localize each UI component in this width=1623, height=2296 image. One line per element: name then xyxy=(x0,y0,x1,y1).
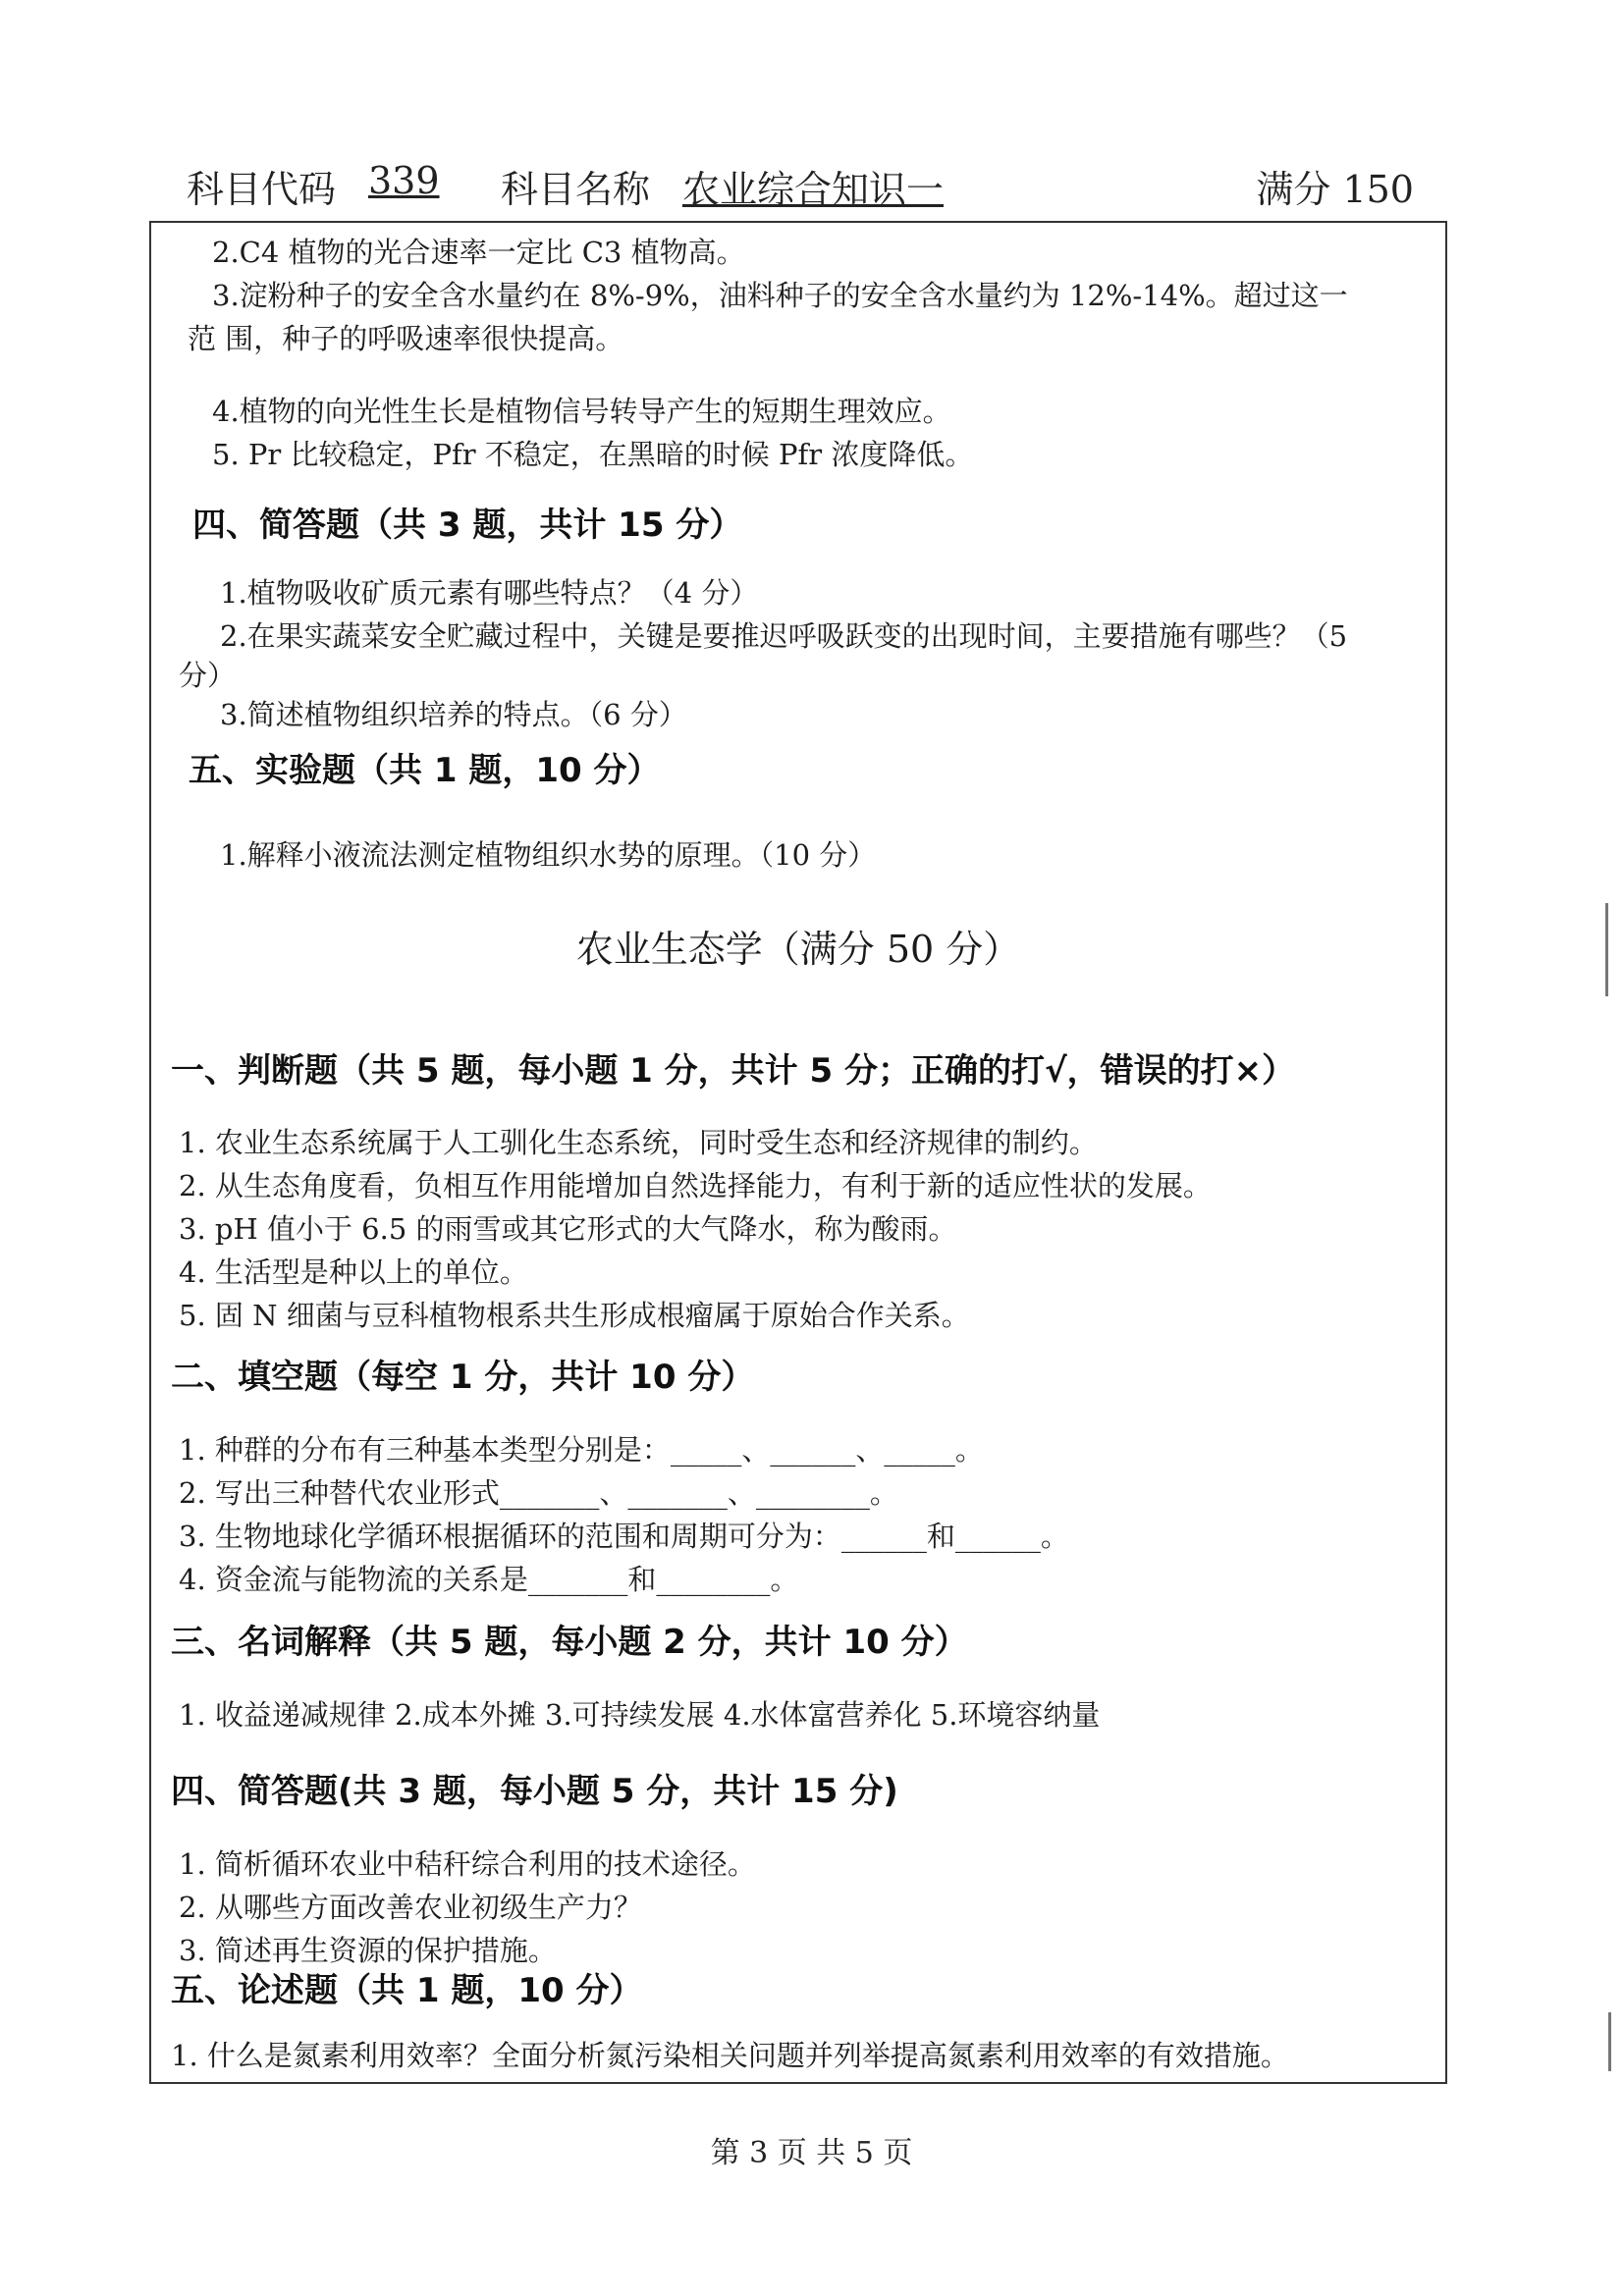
list-item: 2. 从哪些方面改善农业初级生产力？ xyxy=(179,1891,642,1924)
list-item: 1.解释小液流法测定植物组织水势的原理。（10 分） xyxy=(220,838,877,872)
subject-code-label: 科目代码 xyxy=(187,168,337,211)
list-item: 1. 简析循环农业中秸秆综合利用的技术途径。 xyxy=(179,1847,756,1881)
list-item: 3.淀粉种子的安全含水量约在 8%-9%，油料种子的安全含水量约为 12%-14%。超过这一 xyxy=(212,279,1348,312)
list-item: 范 围，种子的呼吸速率很快提高。 xyxy=(188,322,624,355)
list-item: 2.在果实蔬菜安全贮藏过程中，关键是要推迟呼吸跃变的出现时间，主要措施有哪些？（5 xyxy=(220,619,1348,653)
part2-judge-list xyxy=(179,1121,1473,1337)
part2-judge xyxy=(171,1045,1465,1096)
part2-title-wrap xyxy=(151,922,1445,977)
part1-short-list xyxy=(179,571,1514,736)
part2-term-list xyxy=(179,1693,1473,1736)
subject-name-value: 农业综合知识一 xyxy=(682,168,945,211)
list-item: 1. 种群的分布有三种基本类型分别是：_____、______、_____。 xyxy=(179,1433,984,1467)
part2-essay xyxy=(171,1965,1465,2016)
list-item: 2. 写出三种替代农业形式_______、_______、________。 xyxy=(179,1476,898,1510)
list-item: 3. 简述再生资源的保护措施。 xyxy=(179,1934,557,1967)
list-item: 4. 生活型是种以上的单位。 xyxy=(179,1255,528,1289)
list-item: 分） xyxy=(179,659,237,692)
section-heading: 五、实验题（共 1 题，10 分） xyxy=(189,751,661,790)
list-item: 5. Pr 比较稳定，Pfr 不稳定，在黑暗的时候 Pfr 浓度降低。 xyxy=(212,438,974,471)
part2-short-list xyxy=(179,1842,1473,1972)
section-heading: 一、判断题（共 5 题，每小题 1 分，共计 5 分；正确的打√，错误的打×） xyxy=(171,1051,1296,1091)
list-item: 2.C4 植物的光合速率一定比 C3 植物高。 xyxy=(212,236,745,269)
part2-fill xyxy=(171,1352,1465,1403)
list-item: 3. 生物地球化学循环根据循环的范围和周期可分为：______和______。 xyxy=(179,1520,1069,1553)
page-title: 农业生态学（满分 50 分） xyxy=(575,928,1021,971)
subject-code-value: 339 xyxy=(368,159,440,202)
full-score: 满分 150 xyxy=(1256,168,1414,211)
list-item: 2. 从生态角度看，负相互作用能增加自然选择能力，有利于新的适应性状的发展。 xyxy=(179,1169,1212,1202)
part2-fill-list xyxy=(179,1428,1473,1601)
part2-terms xyxy=(171,1617,1465,1668)
section-heading: 四、简答题(共 3 题，每小题 5 分，共计 15 分) xyxy=(171,1772,898,1811)
section-heading: 三、名词解释（共 5 题，每小题 2 分，共计 10 分） xyxy=(171,1623,968,1662)
part1-experiment xyxy=(189,745,1483,796)
list-item: 1.植物吸收矿质元素有哪些特点？（4 分） xyxy=(220,576,759,610)
list-item: 5. 固 N 细菌与豆科植物根系共生形成根瘤属于原始合作关系。 xyxy=(179,1299,970,1332)
exam-header xyxy=(187,147,1414,210)
part1-short-answer xyxy=(192,500,1487,551)
section-heading: 二、填空题（每空 1 分，共计 10 分） xyxy=(171,1358,755,1397)
list-item: 4. 资金流与能物流的关系是_______和________。 xyxy=(179,1563,799,1596)
page-number: 第 3 页 共 5 页 xyxy=(710,2136,913,2170)
list-item: 4.植物的向光性生长是植物信号转导产生的短期生理效应。 xyxy=(212,395,951,428)
part2-essay-list xyxy=(171,2034,1465,2077)
list-item: 1. 农业生态系统属于人工驯化生态系统，同时受生态和经济规律的制约。 xyxy=(179,1126,1098,1159)
list-item: 3. pH 值小于 6.5 的雨雪或其它形式的大气降水，称为酸雨。 xyxy=(179,1212,957,1246)
section-heading: 四、简答题（共 3 题，共计 15 分） xyxy=(192,506,743,545)
section-heading: 五、论述题（共 1 题，10 分） xyxy=(171,1971,643,2010)
scan-edge-mark xyxy=(1605,903,1608,996)
part1-judge-list xyxy=(188,231,1506,476)
exam-frame xyxy=(149,221,1447,2084)
subject-name-label: 科目名称 xyxy=(501,168,651,211)
part1-experiment-list xyxy=(220,833,1514,877)
list-item: 3.简述植物组织培养的特点。（6 分） xyxy=(220,698,687,731)
list-item: 1. 收益递减规律 2.成本外摊 3.可持续发展 4.水体富营养化 5.环境容纳量 xyxy=(179,1698,1101,1732)
list-item: 1. 什么是氮素利用效率？全面分析氮污染相关问题并列举提高氮素利用效率的有效措施。 xyxy=(171,2039,1289,2072)
part2-short-answer xyxy=(171,1766,1465,1817)
scan-edge-mark xyxy=(1608,2012,1611,2071)
